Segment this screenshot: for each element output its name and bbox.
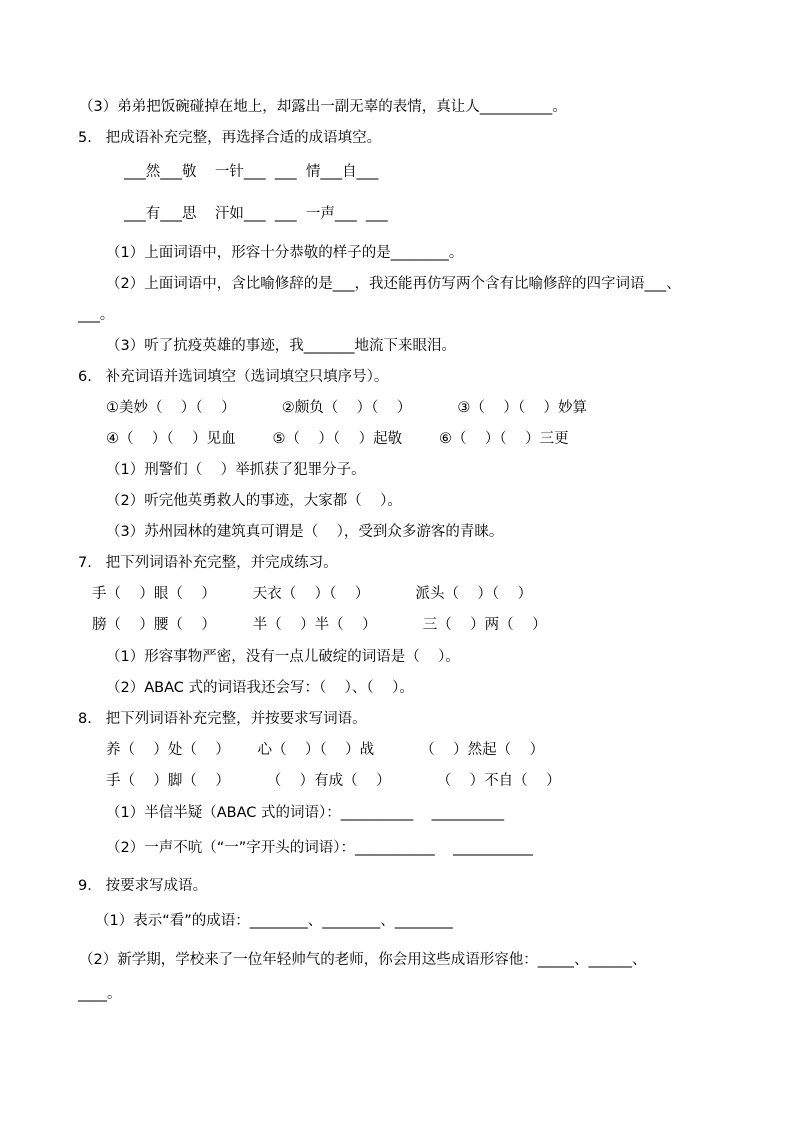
q8-item1: （1）半信半疑（ABAC 式的词语）：__________ __________ [106, 805, 505, 821]
q9-heading: 9. 按要求写成语。 [78, 878, 208, 894]
q6-item3: （3）苏州园林的建筑真可谓是（ ），受到众多游客的青睐。 [106, 524, 504, 540]
q9-item2: （2）新学期，学校来了一位年轻帅气的老师，你会用这些成语形容他：_____、______、 [79, 952, 647, 968]
q9-item2-continued: ____。 [78, 986, 122, 1002]
q7-item2: （2）ABAC 式的词语我还会写：（ ）、（ ）。 [106, 680, 414, 696]
q9-item1: （1）表示“看”的成语：________、________、________ [95, 913, 453, 929]
q5-heading: 5. 把成语补充完整，再选择合适的成语填空。 [78, 130, 382, 146]
q8-item2: （2）一声不吭（“一”字开头的词语）：___________ ___________ [106, 840, 533, 856]
q6-heading: 6. 补充词语并选词填空（选词填空只填序号）。 [78, 369, 389, 385]
q7-words-row2: 膀（ ）腰（ ） 半（ ）半（ ） 三（ ）两（ ） [92, 617, 547, 633]
q7-heading: 7. 把下列词语补充完整，并完成练习。 [78, 555, 338, 571]
q7-item1: （1）形容事物严密，没有一点儿破绽的词语是（ ）。 [106, 649, 460, 665]
q5-item1: （1）上面词语中，形容十分恭敬的样子的是________。 [106, 245, 464, 261]
q5-idioms-row2: ___有___思 汗如___ ___ 一声___ ___ [124, 206, 388, 222]
q6-words-row1: ①美妙（ ）（ ） ②颇负（ ）（ ） ③（ ）（ ）妙算 [106, 400, 588, 416]
q7-words-row1: 手（ ）眼（ ） 天衣（ ）（ ） 派头（ ）（ ） [92, 586, 533, 602]
q4-item3: （3）弟弟把饭碗碰掉在地上，却露出一副无辜的表情，真让人__________。 [79, 99, 567, 115]
q6-item1: （1）刑警们（ ）举抓获了犯罪分子。 [106, 462, 366, 478]
q5-item2-continued: ___。 [78, 307, 115, 323]
q5-idioms-row1: ___然___敬 一针___ ___ 情___自___ [124, 164, 379, 180]
q8-words-row1: 养（ ）处（ ） 心（ ）（ ）战 （ ）然起（ ） [106, 742, 545, 758]
q5-item3: （3）听了抗疫英雄的事迹，我_______地流下来眼泪。 [106, 338, 456, 354]
q8-words-row2: 手（ ）脚（ ） （ ）有成（ ） （ ）不自（ ） [106, 773, 561, 789]
q5-item2: （2）上面词语中，含比喻修辞的是___，我还能再仿写两个含有比喻修辞的四字词语___、 [106, 276, 681, 292]
q8-heading: 8. 把下列词语补充完整，并按要求写词语。 [78, 711, 367, 727]
q6-item2: （2）听完他英勇救人的事迹，大家都（ ）。 [106, 493, 402, 509]
q6-words-row2: ④（ ）（ ）见血 ⑤（ ）（ ）起敬 ⑥（ ）（ ）三更 [106, 431, 569, 447]
